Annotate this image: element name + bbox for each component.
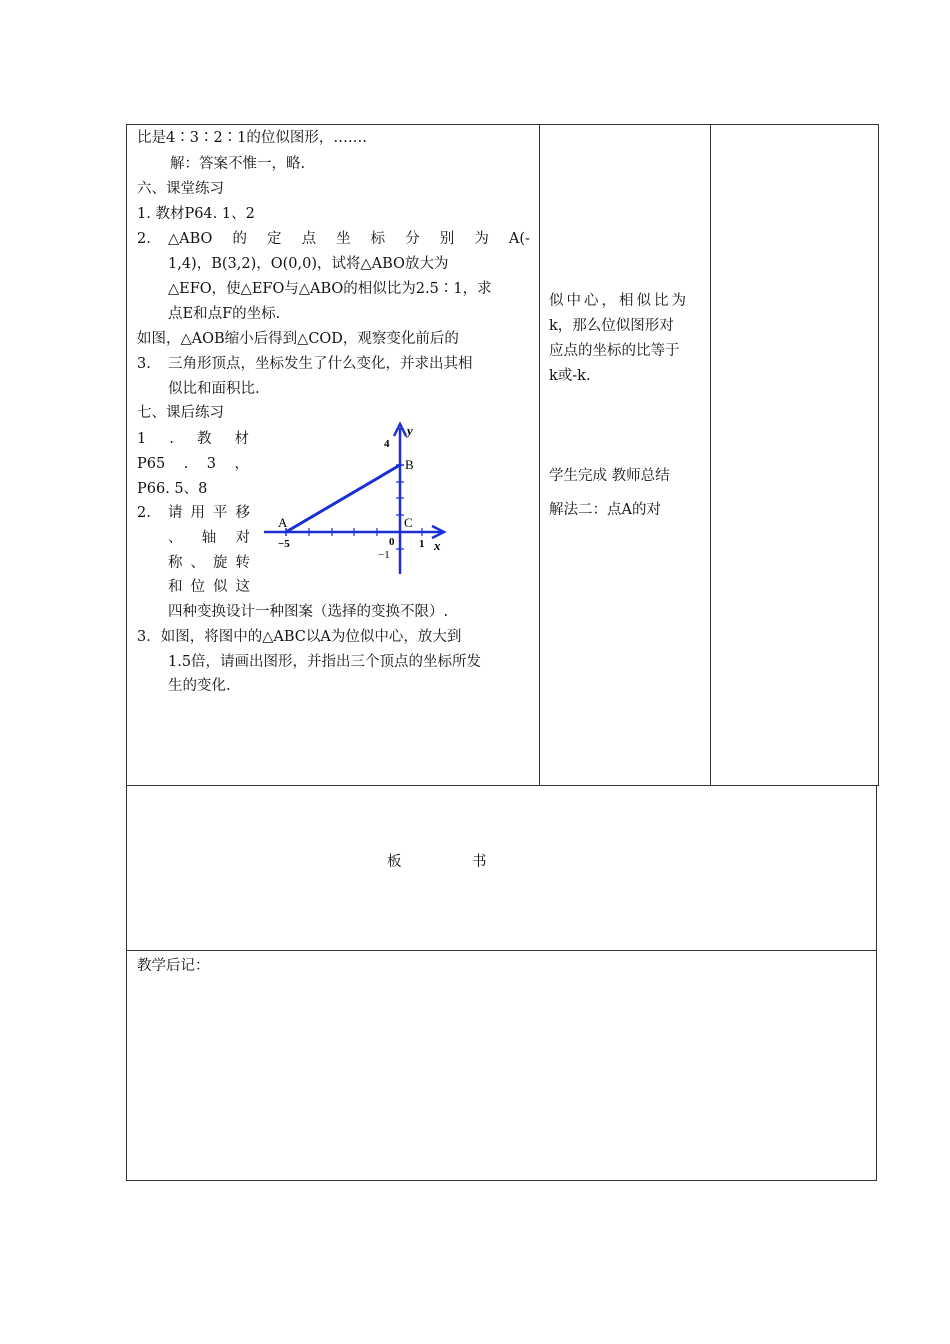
homework-3-line-3: 生的变化. bbox=[168, 678, 231, 694]
exercise-3-number: 3. bbox=[137, 356, 151, 372]
exercise-2-line-1: △ABO 的 定 点 坐 标 分 别 为 A(- bbox=[168, 231, 530, 247]
homework-1-line-1: 1 . 教 材 bbox=[137, 431, 249, 447]
section-title-homework: 七、课后练习 bbox=[137, 405, 224, 421]
middle-line-4: k或-k. bbox=[549, 368, 591, 384]
homework-1-line-3: P66. 5、8 bbox=[137, 481, 208, 497]
exercise-2-line-2: 1,4)，B(3,2)，O(0,0)，试将△ABO放大为 bbox=[168, 256, 449, 272]
middle-line-5: 学生完成 教师总结 bbox=[549, 468, 670, 484]
answer-line: 解：答案不惟一，略. bbox=[170, 156, 306, 172]
text-line: 比是4∶3∶2∶1的位似图形，……. bbox=[137, 130, 368, 146]
y-axis-label: y bbox=[407, 423, 413, 438]
homework-2-number: 2. bbox=[137, 505, 151, 521]
exercise-2-line-4: 点E和点F的坐标. bbox=[168, 306, 281, 322]
segment-ab bbox=[286, 465, 400, 532]
homework-2-line-2: 、 轴 对 bbox=[168, 530, 250, 546]
notes-section bbox=[126, 950, 877, 1181]
x-axis-label: x bbox=[434, 538, 441, 553]
column-divider-2 bbox=[710, 124, 711, 786]
homework-3-line-2: 1.5倍，请画出图形，并指出三个顶点的坐标所发 bbox=[168, 654, 482, 670]
x-tick-label-neg5: −5 bbox=[278, 538, 290, 550]
exercise-2-number: 2. bbox=[137, 231, 151, 247]
exercise-2-line-3: △EFO，使△EFO与△ABO的相似比为2.5∶1，求 bbox=[168, 281, 492, 297]
homework-2-line-4: 和 位 似 这 bbox=[168, 579, 250, 595]
teaching-notes-label: 教学后记： bbox=[137, 958, 210, 974]
middle-line-2: k，那么位似图形对 bbox=[549, 318, 674, 334]
exercise-1: 1. 教材P64. 1、2 bbox=[137, 206, 255, 222]
origin-label: 0 bbox=[389, 536, 395, 548]
y-tick-label-4: 4 bbox=[384, 438, 390, 450]
point-a-label: A bbox=[278, 515, 288, 530]
homework-2-line-3: 称 、 旋 转 bbox=[168, 555, 250, 571]
exercise-3-intro: 如图，△AOB缩小后得到△COD，观察变化前后的 bbox=[137, 331, 459, 347]
middle-line-1: 似中心，相似比为 bbox=[549, 293, 689, 309]
point-b-label: B bbox=[405, 457, 414, 472]
board-label-char-1: 板 bbox=[387, 854, 402, 870]
homework-2-line-5: 四种变换设计一种图案（选择的变换不限）. bbox=[168, 604, 449, 620]
coordinate-graph bbox=[262, 418, 452, 578]
homework-1-line-2: P65 . 3 ， bbox=[137, 456, 249, 472]
section-title-classroom-practice: 六、课堂练习 bbox=[137, 181, 224, 197]
middle-line-6: 解法二：点A的对 bbox=[549, 502, 661, 518]
board-section bbox=[126, 785, 877, 951]
board-label-char-2: 书 bbox=[472, 854, 487, 870]
exercise-3-line-2: 似比和面积比. bbox=[168, 381, 260, 397]
homework-3-line-1: 3．如图，将图中的△ABC以A为位似中心，放大到 bbox=[137, 629, 462, 645]
x-tick-label-1: 1 bbox=[419, 538, 425, 550]
exercise-3-line-1: 三角形顶点，坐标发生了什么变化，并求出其相 bbox=[168, 356, 473, 372]
column-divider-1 bbox=[539, 124, 540, 786]
homework-2-line-1: 请 用 平 移 bbox=[168, 505, 250, 521]
point-c-label: C bbox=[404, 515, 413, 530]
middle-line-3: 应点的坐标的比等于 bbox=[549, 343, 680, 359]
y-tick-label-neg1: −1 bbox=[378, 549, 390, 561]
